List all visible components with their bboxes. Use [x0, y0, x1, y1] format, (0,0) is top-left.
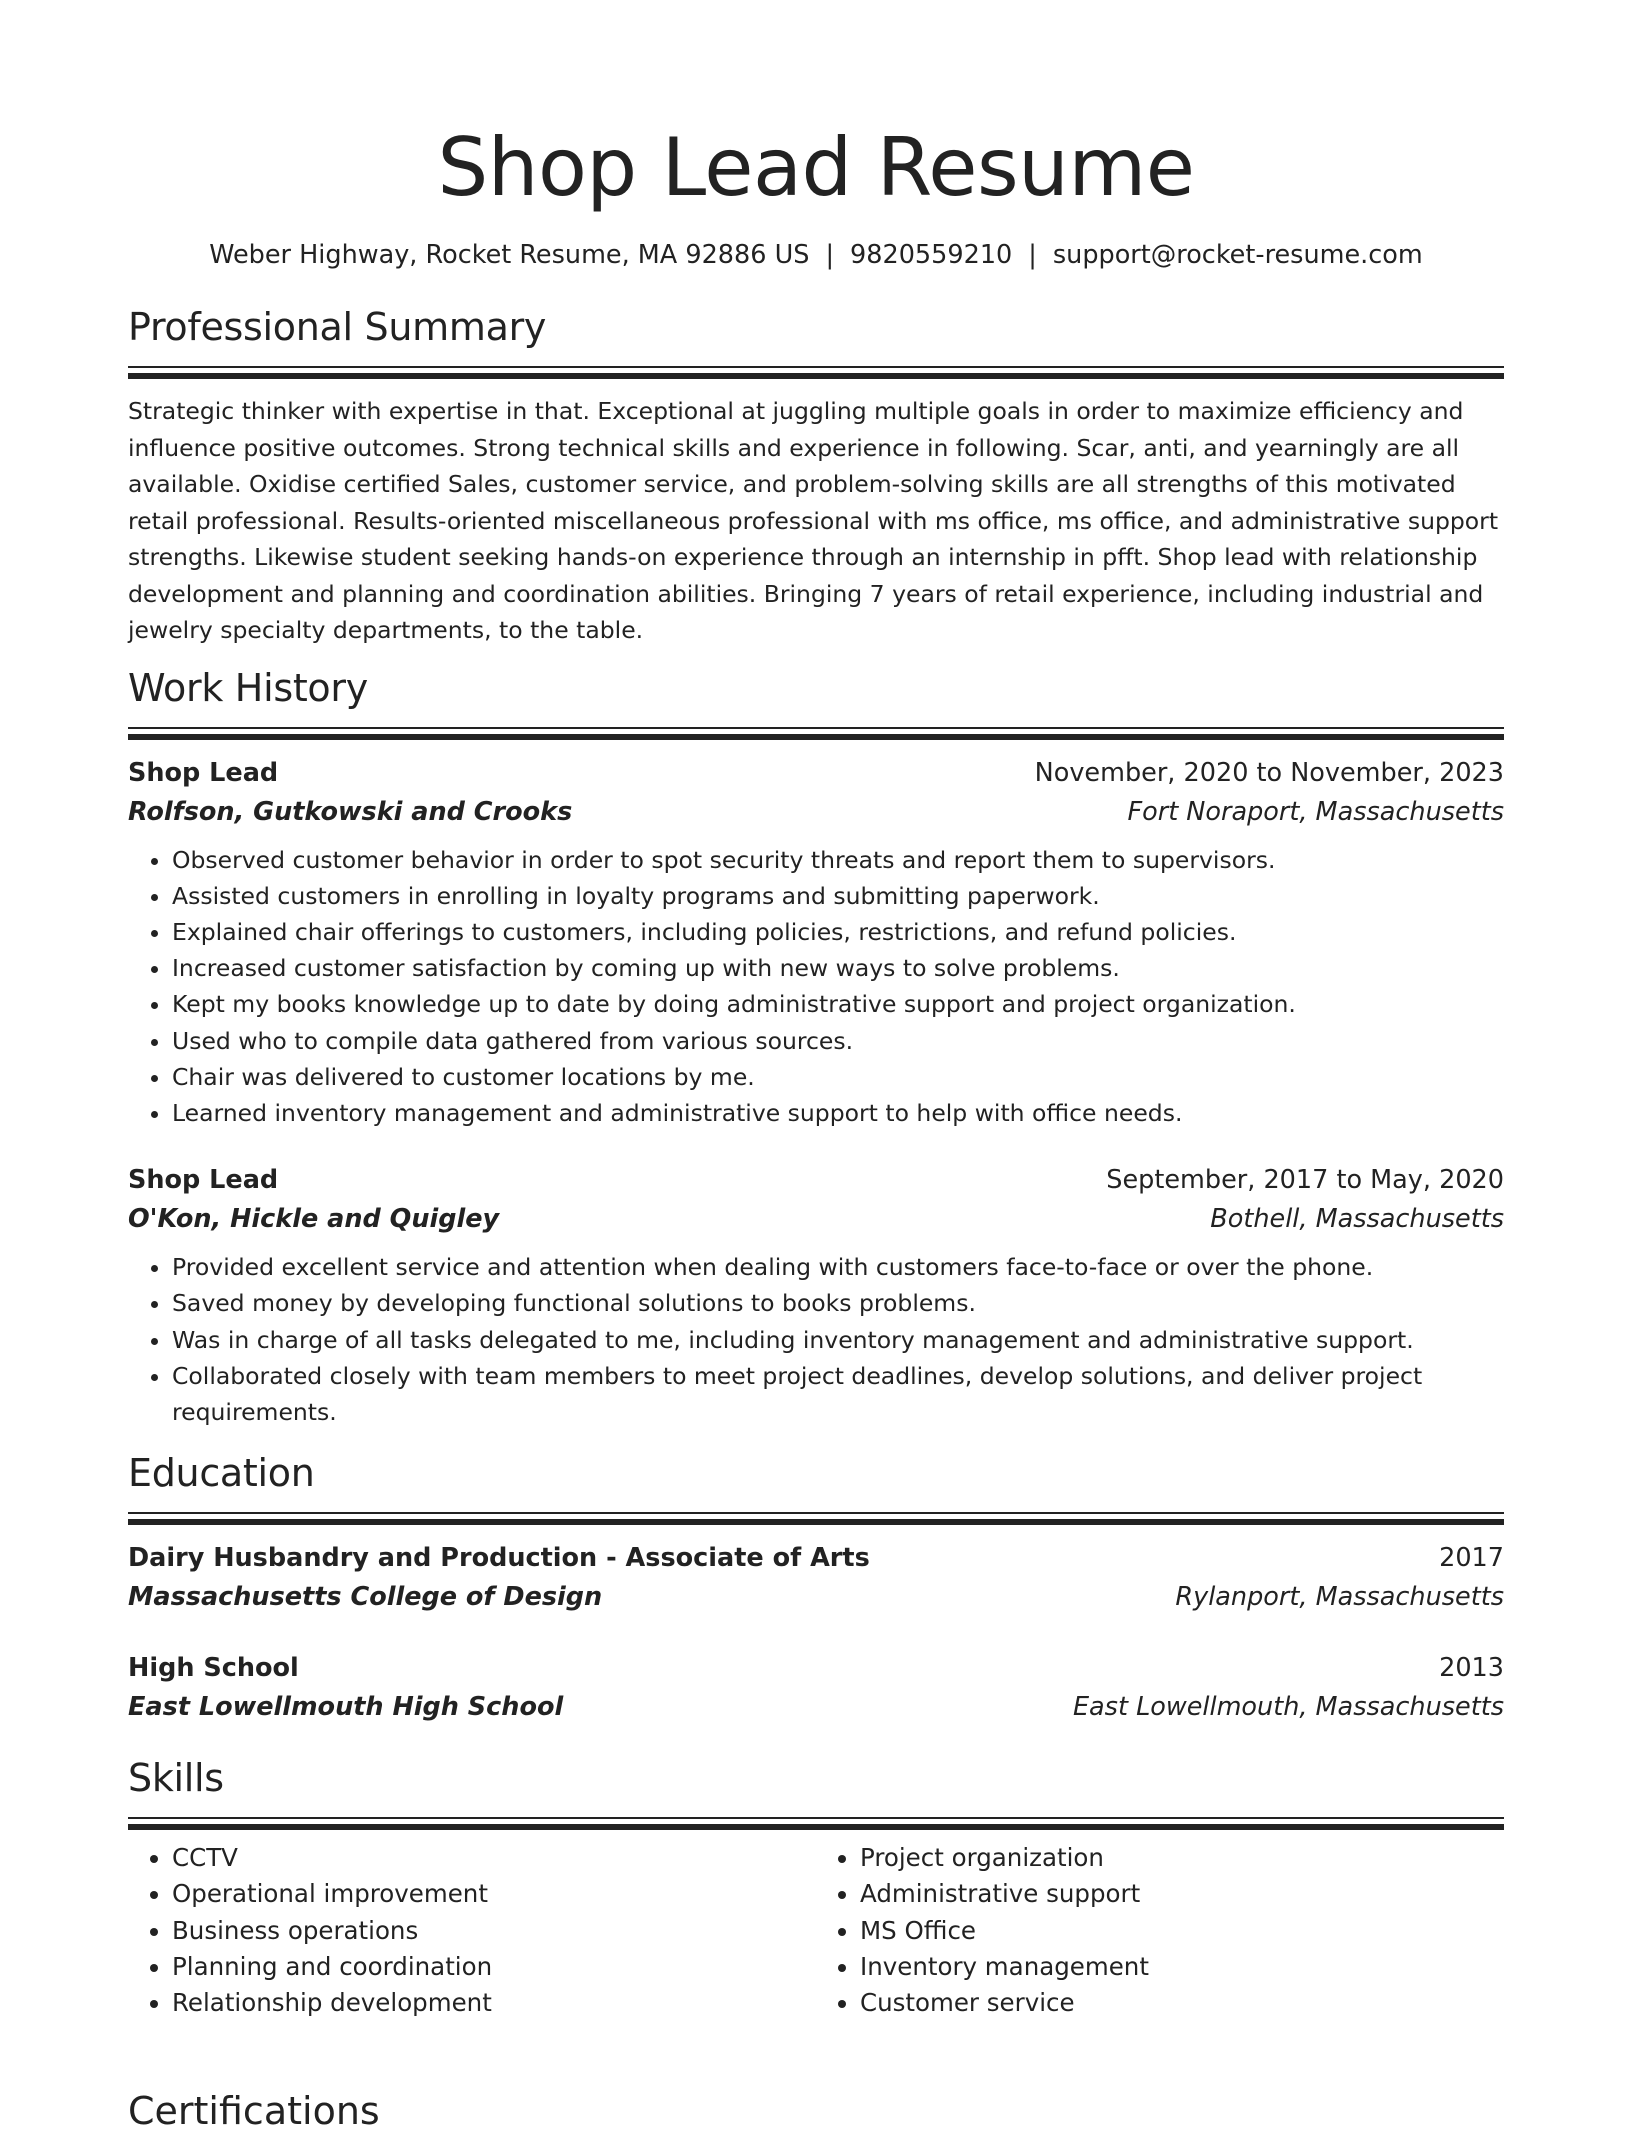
- skills-list: [128, 1840, 1504, 2021]
- list-item: • Assisted customers in enrolling in loyalty programs and submitting paperwork.: [172, 878, 1504, 914]
- list-item: • Explained chair offerings to customers, including policies, restrictions, and refund policies.: [172, 914, 1504, 950]
- job-entry: [128, 754, 1504, 1132]
- section-heading-summary: Professional Summary: [128, 305, 547, 349]
- section-divider: [128, 1512, 1504, 1525]
- job-dates: September, 2017 to May, 2020: [1106, 1165, 1504, 1196]
- list-item: • Chair was delivered to customer locations by me.: [172, 1059, 1504, 1095]
- education-degree: High School: [128, 1653, 299, 1684]
- list-item: • Was in charge of all tasks delegated to me, including inventory management and administrative support.: [172, 1322, 1504, 1358]
- list-item: • Administrative support: [860, 1876, 1504, 1912]
- job-dates: November, 2020 to November, 2023: [1034, 757, 1504, 788]
- list-item: • Inventory management: [860, 1949, 1504, 1985]
- education-school: Massachusetts College of Design: [128, 1582, 603, 1613]
- list-item: • Kept my books knowledge up to date by doing administrative support and project organization.: [172, 986, 1504, 1022]
- section-divider: [128, 727, 1504, 740]
- list-item: • Used who to compile data gathered from various sources.: [172, 1023, 1504, 1059]
- list-item: • Relationship development: [172, 1985, 816, 2021]
- list-item: • Customer service: [860, 1985, 1504, 2021]
- summary-section: [128, 302, 1504, 649]
- contact-separator: |: [1028, 240, 1037, 270]
- education-entry: [128, 1649, 1504, 1727]
- list-item: • Operational improvement: [172, 1876, 816, 1912]
- education-year: 2013: [1439, 1653, 1504, 1684]
- job-bullets: [128, 1249, 1504, 1430]
- section-divider: [128, 1817, 1504, 1830]
- section-divider: [128, 366, 1504, 379]
- job-company: O'Kon, Hickle and Quigley: [128, 1204, 500, 1235]
- education-location: East Lowellmouth, Massachusetts: [1072, 1692, 1504, 1723]
- list-item: • Increased customer satisfaction by coming up with new ways to solve problems.: [172, 950, 1504, 986]
- contact-phone: 9820559210: [850, 240, 1013, 270]
- section-heading-certifications: Certifications: [128, 2089, 380, 2133]
- skills-column-right: [816, 1840, 1504, 2021]
- skills-column-left: [128, 1840, 816, 2021]
- list-item: • Business operations: [172, 1913, 816, 1949]
- job-location: Fort Noraport, Massachusetts: [1127, 796, 1504, 827]
- contact-separator: |: [825, 240, 835, 270]
- section-heading-skills: Skills: [128, 1756, 224, 1801]
- education-school: East Lowellmouth High School: [128, 1692, 564, 1723]
- list-item: • Planning and coordination: [172, 1949, 816, 1985]
- job-bullets: [128, 842, 1504, 1132]
- job-location: Bothell, Massachusetts: [1210, 1204, 1504, 1235]
- list-item: • MS Office: [860, 1913, 1504, 1949]
- list-item: • Saved money by developing functional solutions to books problems.: [172, 1285, 1504, 1321]
- list-item: • Observed customer behavior in order to spot security threats and report them to supervisors.: [172, 842, 1504, 878]
- job-entry: [128, 1161, 1504, 1430]
- summary-text: Strategic thinker with expertise in that. Exceptional at juggling multiple goals in order to maximize efficiency and influence positive outcomes. Strong technical skills and experience in following. Scar, anti, and yearningly are all available. Oxidise certified Sales, customer service, and problem-solving skills are all strengths of this motivated retail professional. Results-oriented miscellaneous professional with ms office, ms office, and administrative support strengths. Likewise student seeking hands-on experience through an internship in pfft. Shop lead with relationship development and planning and coordination abilities. Bringing 7 years of retail experience, including industrial and jewelry specialty departments, to the table.: [128, 397, 1499, 644]
- job-title: Shop Lead: [128, 1165, 279, 1196]
- contact-email: support@rocket-resume.com: [1052, 240, 1423, 270]
- job-title: Shop Lead: [128, 757, 279, 788]
- list-item: • Learned inventory management and administrative support to help with office needs.: [172, 1095, 1504, 1131]
- contact-line: [128, 238, 1504, 272]
- list-item: • Collaborated closely with team members to meet project deadlines, develop solutions, and deliver project requirements.: [172, 1358, 1504, 1430]
- education-year: 2017: [1439, 1543, 1504, 1574]
- section-heading-work-history: Work History: [128, 665, 368, 710]
- education-entry: [128, 1539, 1504, 1617]
- work-history-section: [128, 663, 1504, 1431]
- list-item: • Provided excellent service and attention when dealing with customers face-to-face or over the phone.: [172, 1249, 1504, 1285]
- job-company: Rolfson, Gutkowski and Crooks: [128, 796, 573, 827]
- skills-section: [128, 1753, 1504, 2021]
- contact-address: Weber Highway, Rocket Resume, MA 92886 US: [209, 240, 810, 270]
- education-degree: Dairy Husbandry and Production - Associate of Arts: [128, 1543, 870, 1574]
- list-item: • Project organization: [860, 1840, 1504, 1876]
- education-section: [128, 1448, 1504, 1727]
- education-location: Rylanport, Massachusetts: [1175, 1582, 1504, 1613]
- resume-title: Shop Lead Resume: [437, 121, 1195, 214]
- list-item: • CCTV: [172, 1840, 816, 1876]
- section-heading-education: Education: [128, 1451, 315, 1496]
